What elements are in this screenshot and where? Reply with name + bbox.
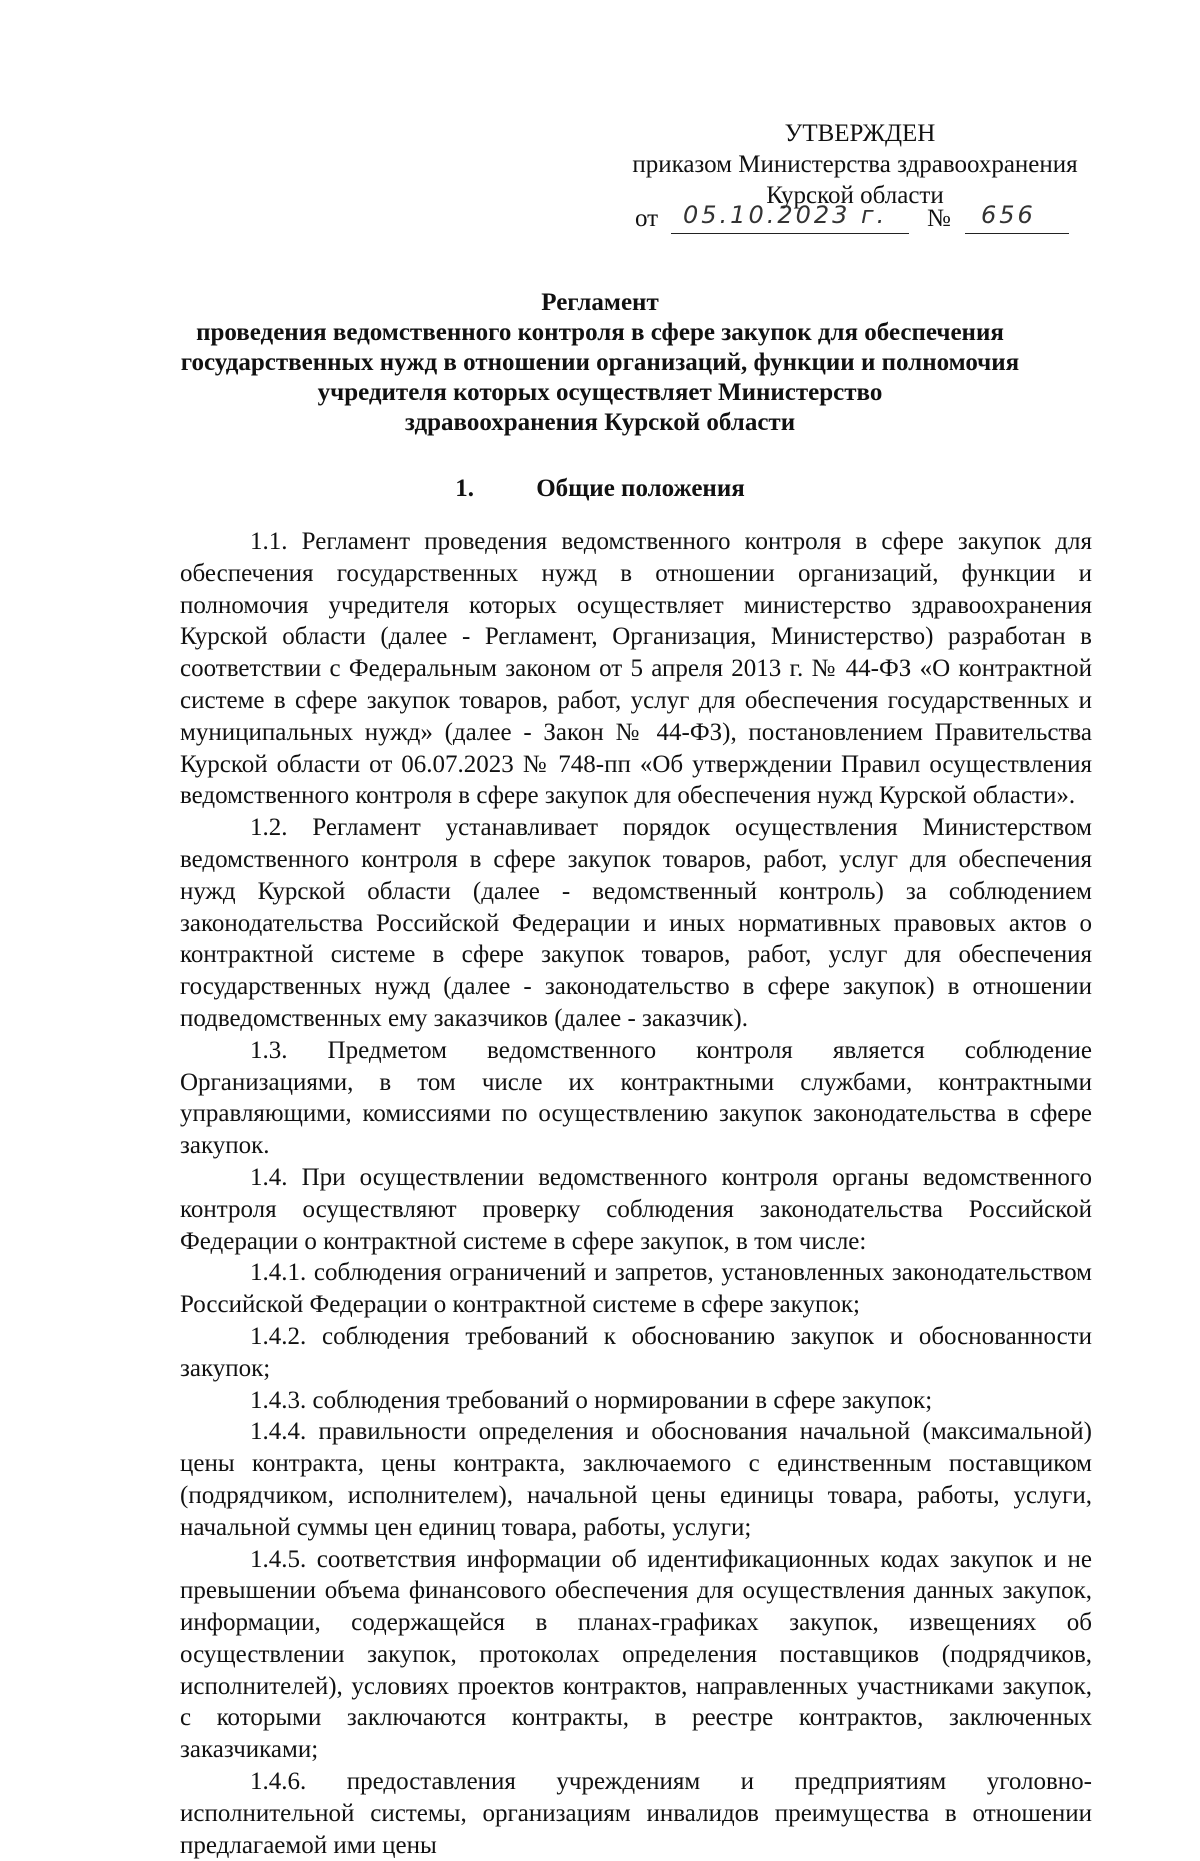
section-title: Общие положения <box>536 475 745 502</box>
approval-stamp-block <box>630 118 1080 211</box>
section-heading <box>180 475 1020 503</box>
date-underline <box>671 233 909 234</box>
paragraph-1-4-5: 1.4.5. соответствия информации об идентификационных кодах закупок и не превышении объема финансового обеспечения для осуществления данных закупок, информации, содержащейся в планах-графиках закупок, извещениях об осуществлении закупок, протоколах определения поставщиков (подрядчиков, исполнителей), условиях проектов контрактов, направленных участниками закупок, с которыми заключаются контракты, в реестре контрактов, заключенных заказчиками; <box>180 1545 1092 1764</box>
section-number: 1. <box>455 475 474 502</box>
paragraph-1-2: 1.2. Регламент устанавливает порядок осуществления Министерством ведомственного контроля в сфере закупок товаров, работ, услуг для обеспечения нужд Курской области (далее - ведомственный контроль) за соблюдением законодательства Российской Федерации и иных нормативных правовых актов о контрактной системе в сфере закупок товаров, работ, услуг для обеспечения государственных нужд (далее - законодательство в сфере закупок) в отношении подведомственных ему заказчиков (далее - заказчик). <box>180 814 1092 1032</box>
number-label: № <box>927 205 951 232</box>
title-line: здравоохранения Курской области <box>404 409 796 436</box>
paragraph-1-4: 1.4. При осуществлении ведомственного контроля органы ведомственного контроля осуществляют проверку соблюдения законодательства Российской Федерации о контрактной системе в сфере закупок, в том числе: <box>180 1163 1092 1255</box>
paragraph-1-4-1: 1.4.1. соблюдения ограничений и запретов, установленных законодательством Российской Федерации о контрактной системе в сфере закупок; <box>180 1259 1092 1319</box>
document-title <box>180 288 1020 438</box>
document-body <box>180 526 1092 1861</box>
from-label: от <box>635 205 659 232</box>
paragraph-1-3: 1.3. Предметом ведомственного контроля является соблюдение Организациями, в том числе их контрактными службами, контрактными управляющими, комиссиями по осуществлению закупок законодательства в сфере закупок. <box>180 1036 1092 1160</box>
approval-line-1: приказом Министерства здравоохранения <box>632 151 1078 178</box>
paragraph-1-4-3: 1.4.3. соблюдения требований о нормировании в сфере закупок; <box>250 1386 933 1414</box>
paragraph-1-4-4: 1.4.4. правильности определения и обоснования начальной (максимальной) цены контракта, цены контракта, заключаемого с единственным поставщиком (подрядчиком, исполнителем), начальной цены единицы товара, работы, услуги, начальной суммы цен единиц товара, работы, услуги; <box>180 1418 1092 1541</box>
paragraph-1-4-2: 1.4.2. соблюдения требований к обоснованию закупок и обоснованности закупок; <box>180 1322 1092 1382</box>
handwritten-number: 656 <box>981 201 1036 229</box>
number-underline <box>965 233 1069 234</box>
approval-line-2: Курской области <box>766 182 944 209</box>
approval-title: УТВЕРЖДЕН <box>784 120 936 147</box>
title-line: учредителя которых осуществляет Министерство <box>317 379 883 406</box>
paragraph-1-1: 1.1. Регламент проведения ведомственного контроля в сфере закупок для обеспечения государственных нужд в отношении организаций, функции и полномочия учредителя которых осуществляет министерство здравоохранения Курской области (далее - Регламент, Организация, Министерство) разработан в соответствии с Федеральным законом от 5 апреля 2013 г. № 44-ФЗ «О контрактной системе в сфере закупок товаров, работ, услуг для обеспечения государственных и муниципальных нужд» (далее - Закон № 44-ФЗ), постановлением Правительства Курской области от 06.07.2023 № 748-пп «Об утверждении Правил осуществления ведомственного контроля в сфере закупок для обеспечения нужд Курской области». <box>180 528 1092 810</box>
title-line: государственных нужд в отношении организаций, функции и полномочия <box>180 349 1020 376</box>
title-line: проведения ведомственного контроля в сфере закупок для обеспечения <box>196 319 1004 346</box>
handwritten-date: 05.10.2023 г. <box>683 201 888 229</box>
order-date-number-line <box>635 201 1075 239</box>
title-line: Регламент <box>541 289 659 316</box>
paragraph-1-4-6: 1.4.6. предоставления учреждениям и предприятиям уголовно-исполнительной системы, организациям инвалидов преимущества в отношении предлагаемой ими цены <box>180 1768 1092 1859</box>
